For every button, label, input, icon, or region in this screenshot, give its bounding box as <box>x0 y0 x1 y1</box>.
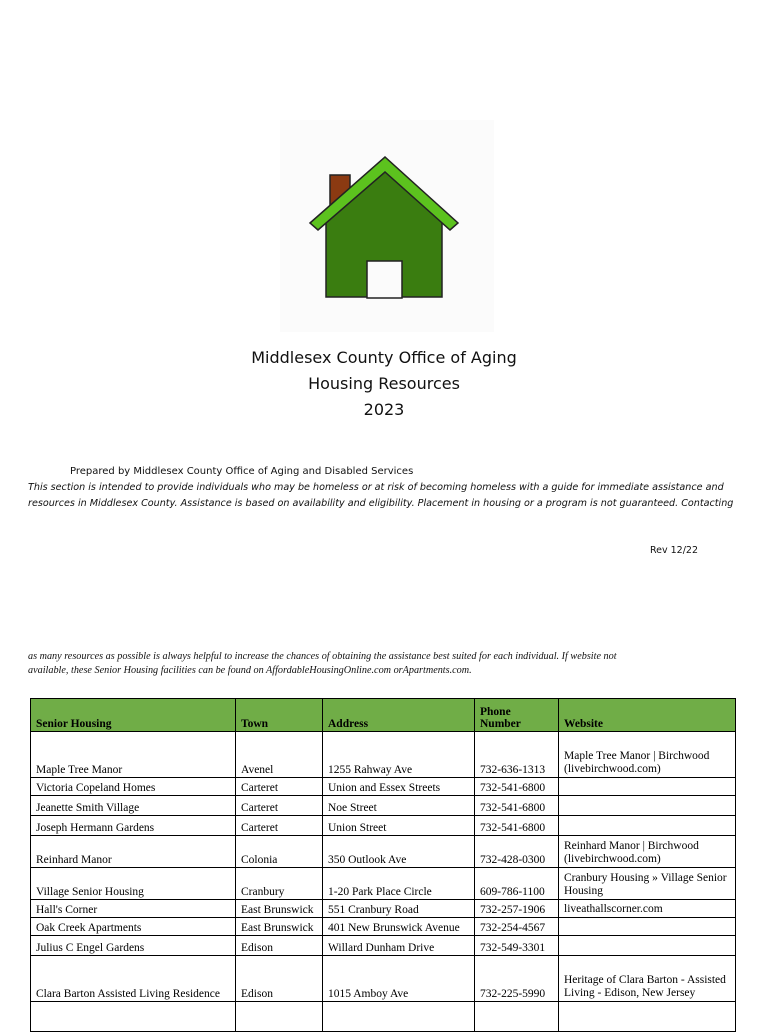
intro-line-1: This section is intended to provide individuals who may be homeless or at risk of becoming homeless with a guide for immediate assistance and <box>28 482 724 493</box>
cell-town: East Brunswick <box>236 918 323 936</box>
cell-town: Carteret <box>236 796 323 816</box>
cell-name: Village Senior Housing <box>31 868 236 900</box>
cell-address: 1255 Rahway Ave <box>323 732 475 778</box>
cell-phone: 732-549-3301 <box>475 936 559 956</box>
website-link-line2[interactable]: Living - Edison, New Jersey <box>564 987 696 999</box>
cell-name: Hall's Corner <box>31 900 236 918</box>
cell-phone: 732-541-6800 <box>475 796 559 816</box>
cell-website[interactable] <box>559 868 736 900</box>
table-header-row <box>31 699 736 732</box>
doc-title: Housing Resources <box>308 374 460 393</box>
cell-name: Clara Barton Assisted Living Residence <box>31 956 236 1002</box>
cell-address: 401 New Brunswick Avenue <box>323 918 475 936</box>
website-link-line2[interactable]: Housing <box>564 885 603 897</box>
cell-phone: 732-541-6800 <box>475 816 559 836</box>
col-header-address: Address <box>323 699 475 732</box>
revision-label: Rev 12/22 <box>649 545 698 556</box>
cell-address: 1-20 Park Place Circle <box>323 868 475 900</box>
cell-town: Cranbury <box>236 868 323 900</box>
table-row <box>31 918 736 936</box>
table-row <box>31 936 736 956</box>
table-row <box>31 956 736 1002</box>
cell-phone: 732-541-6800 <box>475 778 559 796</box>
org-title: Middlesex County Office of Aging <box>251 348 517 367</box>
cell-phone <box>475 1002 559 1032</box>
continuation-line-2: available, these Senior Housing facilities can be found on AffordableHousingOnline.com orApartments.com. <box>28 665 472 676</box>
cell-website <box>559 796 736 816</box>
col-header-senior-housing: Senior Housing <box>31 699 236 732</box>
senior-housing-table <box>30 698 736 1032</box>
col-header-website: Website <box>559 699 736 732</box>
cell-website <box>559 778 736 796</box>
cell-address: Union and Essex Streets <box>323 778 475 796</box>
cell-town: Colonia <box>236 836 323 868</box>
cell-address: Noe Street <box>323 796 475 816</box>
col-header-phone <box>475 699 559 732</box>
cell-phone: 732-636-1313 <box>475 732 559 778</box>
cell-phone: 732-257-1906 <box>475 900 559 918</box>
cell-phone: 609-786-1100 <box>475 868 559 900</box>
cell-name <box>31 1002 236 1032</box>
website-link-line1[interactable]: Cranbury Housing » Village Senior <box>564 872 727 884</box>
table-row <box>31 796 736 816</box>
cell-address: Willard Dunham Drive <box>323 936 475 956</box>
cell-name: Joseph Hermann Gardens <box>31 816 236 836</box>
cell-website[interactable] <box>559 900 736 918</box>
website-link-line1[interactable]: liveathallscorner.com <box>564 903 663 915</box>
cell-phone: 732-428-0300 <box>475 836 559 868</box>
continuation-line-1: as many resources as possible is always helpful to increase the chances of obtaining the assistance best suited for each individual. If website not <box>28 651 617 662</box>
cell-address <box>323 1002 475 1032</box>
table-row <box>31 1002 736 1032</box>
cell-town: Avenel <box>236 732 323 778</box>
cell-name: Oak Creek Apartments <box>31 918 236 936</box>
cell-website[interactable] <box>559 732 736 778</box>
table-row <box>31 868 736 900</box>
cell-phone: 732-254-4567 <box>475 918 559 936</box>
col-header-phone-line1: Phone <box>480 706 511 718</box>
website-link-line1[interactable]: Maple Tree Manor | Birchwood <box>564 750 710 762</box>
cell-town: Edison <box>236 956 323 1002</box>
cell-name: Reinhard Manor <box>31 836 236 868</box>
cell-address: 1015 Amboy Ave <box>323 956 475 1002</box>
cell-name: Victoria Copeland Homes <box>31 778 236 796</box>
cell-website <box>559 918 736 936</box>
table-row <box>31 816 736 836</box>
website-link-line1[interactable]: Reinhard Manor | Birchwood <box>564 840 699 852</box>
cell-website[interactable] <box>559 836 736 868</box>
cell-website[interactable] <box>559 956 736 1002</box>
cell-town: East Brunswick <box>236 900 323 918</box>
cell-town: Edison <box>236 936 323 956</box>
cell-address: 350 Outlook Ave <box>323 836 475 868</box>
cell-town <box>236 1002 323 1032</box>
col-header-phone-line2: Number <box>480 718 521 730</box>
website-link-line2[interactable]: (livebirchwood.com) <box>564 763 661 775</box>
cell-website <box>559 1002 736 1032</box>
table-row <box>31 732 736 778</box>
col-header-town: Town <box>236 699 323 732</box>
cell-website <box>559 816 736 836</box>
cell-website <box>559 936 736 956</box>
cell-address: Union Street <box>323 816 475 836</box>
cell-town: Carteret <box>236 816 323 836</box>
cell-name: Maple Tree Manor <box>31 732 236 778</box>
table-row <box>31 778 736 796</box>
prepared-by: Prepared by Middlesex County Office of Aging and Disabled Services <box>70 466 414 477</box>
table-row <box>31 900 736 918</box>
table-row <box>31 836 736 868</box>
cell-town: Carteret <box>236 778 323 796</box>
cell-phone: 732-225-5990 <box>475 956 559 1002</box>
cell-name: Jeanette Smith Village <box>31 796 236 816</box>
house-logo <box>280 120 494 332</box>
cell-name: Julius C Engel Gardens <box>31 936 236 956</box>
website-link-line1[interactable]: Heritage of Clara Barton - Assisted <box>564 974 726 986</box>
cell-address: 551 Cranbury Road <box>323 900 475 918</box>
website-link-line2[interactable]: (livebirchwood.com) <box>564 853 661 865</box>
doc-year: 2023 <box>363 400 405 419</box>
house-icon <box>280 120 494 332</box>
intro-line-2: resources in Middlesex County. Assistance is based on availability and eligibility. Placement in housing or a program is not guaranteed. Contacting <box>28 498 734 509</box>
